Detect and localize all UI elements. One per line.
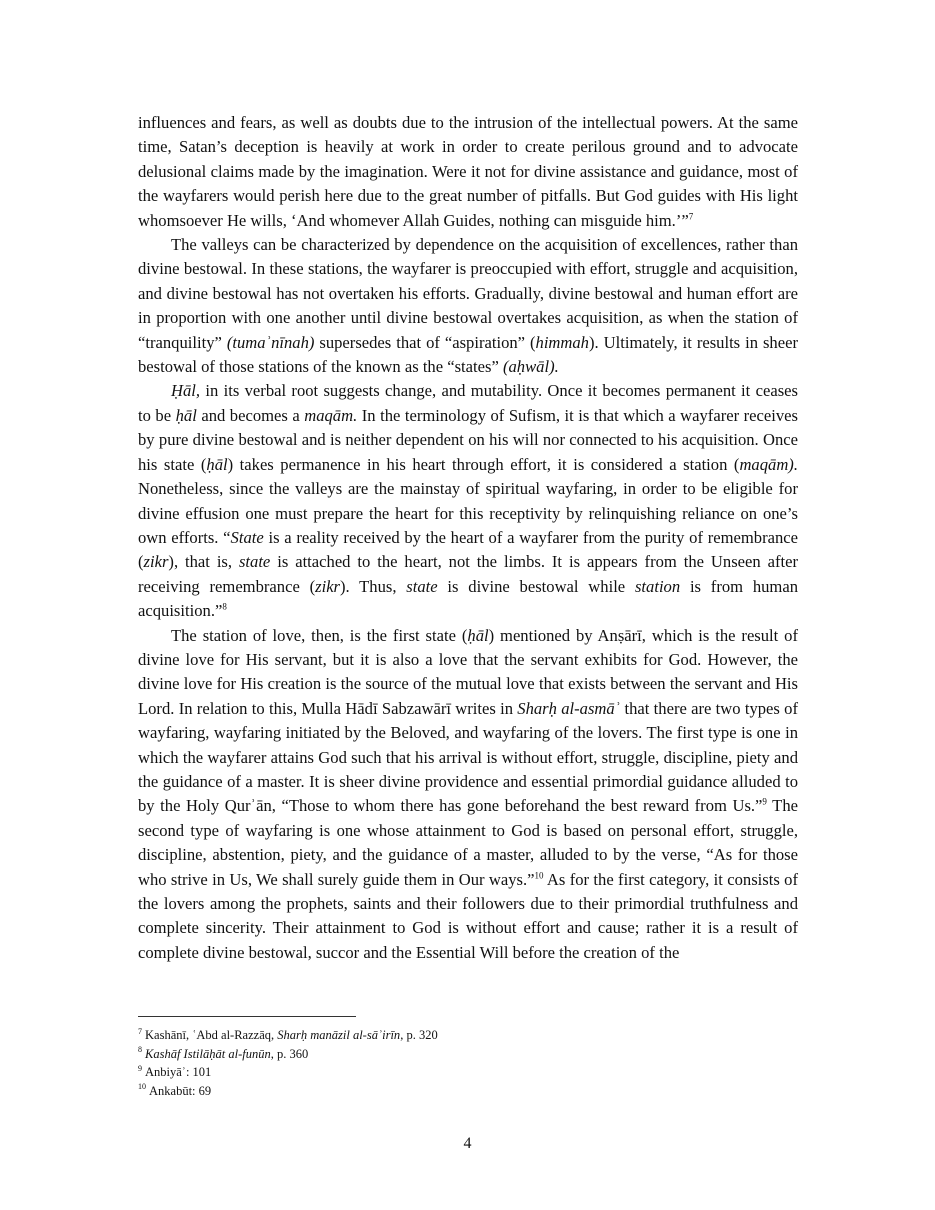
italic-term: ḥāl — [467, 625, 489, 645]
page-number: 4 — [463, 1135, 472, 1152]
text-run: Anbiyāʾ: 101 — [145, 1065, 212, 1079]
text-run: The station of love, then, is the first state ( — [171, 625, 468, 645]
text-run: is from human acquisition.” — [138, 576, 798, 621]
text-run: Nonetheless, since the valleys are the mainstay of spiritual wayfaring, in order to be eligible for divine effusion one must prepare the heart for this receptivity by relinquishing reliance on one’s own efforts. “ — [138, 479, 798, 547]
text-run: is divine bestowal while — [437, 576, 635, 596]
footnote-7 — [138, 1026, 798, 1045]
footnote-10 — [138, 1082, 798, 1101]
italic-term: Sharḥ al-asmāʾ — [517, 698, 621, 718]
text-run: supersedes that of “aspiration” ( — [314, 332, 536, 352]
italic-term: ḥāl — [175, 405, 197, 425]
italic-term: state — [406, 576, 438, 596]
text-run: in its verbal root suggests change, and mutability. Once it becomes permanent it ceases to be — [138, 381, 798, 425]
italic-term: maqām). — [739, 454, 798, 474]
text-run: ). Ultimately, it results in sheer bestowal of those stations of the known as the “states” — [138, 332, 798, 377]
footnote-reference: 7 — [688, 211, 694, 222]
footnote-reference: 9 — [762, 796, 767, 807]
footnote-separator — [138, 1016, 356, 1017]
italic-term: Ḥāl, — [171, 381, 201, 401]
text-run: , p. 360 — [270, 1046, 309, 1061]
text-run: influences and fears, as well as doubts due to the intrusion of the intellectual powers. At the same time, Satan’s deception is heavily at work in order to create perilous ground and to advocate delusional claims made by the imagination. Were it not for divine assistance and guidance, most of the wayfarers would perish here due to the great number of pitfalls. But God guides with His light whomsoever He wills, ‘And whomever Allah Guides, nothing can misguide him.’” — [138, 113, 798, 230]
body-text — [138, 111, 798, 965]
italic-term: zikr — [315, 576, 341, 596]
paragraph-3 — [138, 379, 798, 623]
footnote-8 — [138, 1045, 798, 1064]
paragraph-1 — [138, 111, 798, 233]
text-run: Ankabūt: 69 — [149, 1083, 212, 1098]
text-run: ), that is, — [168, 552, 239, 572]
paragraph-2 — [138, 233, 798, 379]
text-run: ). Thus, — [340, 576, 407, 596]
text-run: ) mentioned by Anṣārī, which is the result of divine love for His servant, but it is also a love that the servant exhibits for God. However, the divine love for His creation is the source of the mutual love that exists between the servant and His Lord. In relation to this, Mulla Hādī Sabzawārī writes in — [138, 625, 799, 718]
text-run: , p. 320 — [400, 1028, 438, 1042]
italic-term: maqām. — [304, 405, 358, 425]
text-run: In the terminology of Sufism, it is that which a wayfarer receives by pure divine bestowal and is neither dependent on his will nor connected to his acquisition. Once his state ( — [138, 405, 798, 474]
italic-term: Kashāf Istilāḥāt al-funūn — [145, 1046, 271, 1061]
footnote-number: 10 — [138, 1082, 146, 1092]
italic-term: state — [238, 552, 271, 572]
text-run: and becomes a — [196, 405, 305, 425]
text-run: is attached to the heart, not the limbs. It is appears from the Unseen after receiving remembrance ( — [138, 552, 798, 596]
footnote-number: 8 — [138, 1045, 142, 1055]
text-run: The second type of wayfaring is one whose attainment to God is based on personal effort, struggle, discipline, abstention, piety, and the guidance of a master, alluded to by the verse, “As for those who strive in Us, We shall surely guide them in Our ways.” — [138, 796, 798, 889]
italic-term: ḥāl — [206, 454, 228, 474]
italic-term: (aḥwāl). — [502, 357, 559, 377]
italic-term: (tumaʾnīnah) — [226, 332, 315, 352]
text-run: The valleys can be characterized by dependence on the acquisition of excellences, rather than divine bestowal. In these stations, the wayfarer is preoccupied with effort, struggle and acquisition, and divine bestowal has not overtaken his efforts. Gradually, divine bestowal and human effort are in proportion with one another until divine bestowal overtakes acquisition, as when the station of “tranquility” — [138, 235, 798, 352]
text-run: ) takes permanence in his heart through effort, it is considered a station ( — [227, 454, 740, 474]
text-run: that there are two types of wayfaring, wayfaring initiated by the Beloved, and wayfaring of the lovers. The first type is one in which the wayfarer attains God such that his arrival is without effort, struggle, discipline, piety and the guidance of a master. It is sheer divine providence and essential primordial guidance alluded to by the Holy Qurʾān, “Those to whom there has gone beforehand the best reward from Us.” — [138, 698, 798, 816]
text-run: As for the first category, it consists of the lovers among the prophets, saints and their followers due to their primordial truthfulness and complete sincerity. Their attainment to God is without effort and cause; rather it is a result of complete divine bestowal, succor and the Essential Will before the creation of the — [138, 869, 798, 962]
footnote-reference: 8 — [222, 601, 227, 612]
italic-term: himmah — [535, 332, 589, 352]
footnote-9 — [138, 1063, 798, 1082]
italic-term: zikr — [143, 552, 169, 572]
italic-term: station — [634, 576, 681, 596]
text-run: is a reality received by the heart of a wayfarer from the purity of remembrance ( — [138, 527, 798, 572]
text-run: Kashānī, ʿAbd al-Razzāq, — [145, 1028, 278, 1042]
footnote-number: 9 — [138, 1063, 142, 1073]
footnotes-section — [138, 1016, 798, 1100]
italic-term: State — [230, 527, 264, 547]
italic-term: Sharḥ manāzil al-sāʾirīn — [277, 1028, 401, 1042]
paragraph-4 — [138, 624, 798, 966]
footnote-reference: 10 — [534, 870, 544, 881]
footnote-number: 7 — [138, 1026, 142, 1036]
